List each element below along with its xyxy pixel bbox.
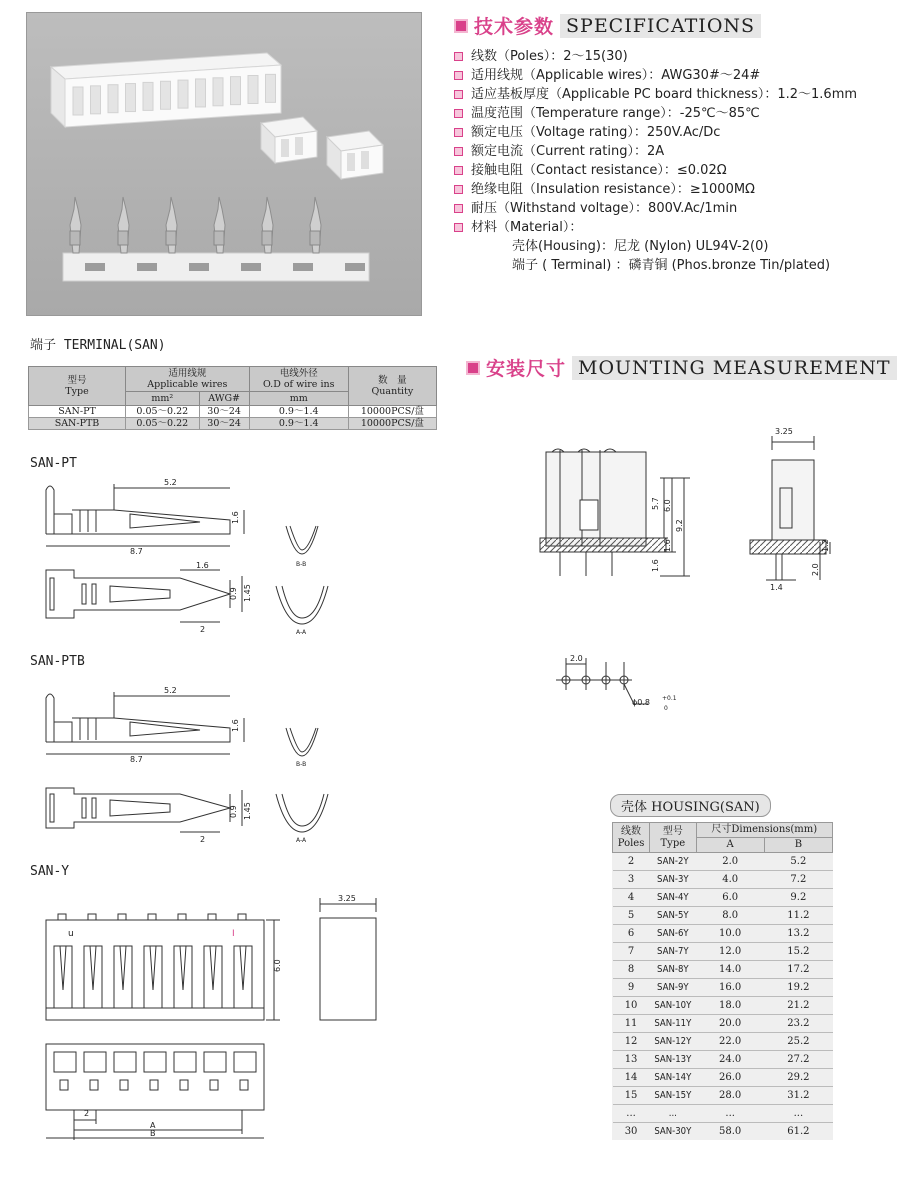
table-row: 2 SAN-2Y 2.0 5.2 <box>613 853 833 871</box>
svg-text:1.4: 1.4 <box>770 583 783 592</box>
table-row: ... ... ... ... <box>613 1105 833 1123</box>
spec-item: 耐压（Withstand voltage）：800V.Ac/1min <box>454 199 904 218</box>
specifications-cn-title: 技术参数 <box>474 16 555 38</box>
bullet-icon <box>454 166 463 175</box>
svg-text:2.0: 2.0 <box>570 654 583 663</box>
svg-text:B-B: B-B <box>296 761 307 768</box>
svg-text:2: 2 <box>200 625 206 634</box>
svg-text:1.2: 1.2 <box>821 539 830 552</box>
spec-item: 接触电阻（Contact resistance）：≤0.02Ω <box>454 161 904 180</box>
mounting-cn-title: 安装尺寸 <box>486 358 567 380</box>
table-row: 6 SAN-6Y 10.0 13.2 <box>613 925 833 943</box>
svg-text:3.25: 3.25 <box>775 427 793 436</box>
svg-text:3.25: 3.25 <box>338 894 356 903</box>
bullet-icon <box>454 109 463 118</box>
san-ptb-label: SAN-PTB <box>30 654 85 669</box>
material-terminal: 端子 ( Terminal) ：磷青铜 (Phos.bronze Tin/plated) <box>512 258 831 273</box>
table-row: 14 SAN-14Y 26.0 29.2 <box>613 1069 833 1087</box>
mounting-en-title: MOUNTING MEASUREMENT <box>572 356 897 380</box>
san-ptb-drawing <box>40 682 340 842</box>
table-row: 7 SAN-7Y 12.0 15.2 <box>613 943 833 961</box>
san-y-label: SAN-Y <box>30 864 70 879</box>
terminal-table: 型号 Type 适用线规 Applicable wires 电线外径 O.D of wire ins 数 量 Quantity mm² AWG# mm SAN-PT 0.05～0.22 30～24 0.9～1.4 10000PCS/盘 SAN-PTB 0.05～0.22 30～24 0.9～1.4 10000PCS/盘 <box>28 366 437 430</box>
product-photo <box>26 12 422 316</box>
spec-item: 材料（Material）： <box>454 218 904 237</box>
spec-item: 线数（Poles）：2～15(30) <box>454 47 904 66</box>
pink-square-icon <box>454 19 468 33</box>
svg-text:6.0: 6.0 <box>273 959 282 972</box>
svg-text:u: u <box>68 929 74 939</box>
svg-text:5.2: 5.2 <box>164 686 177 695</box>
specifications-en-title: SPECIFICATIONS <box>560 14 761 38</box>
bullet-icon <box>454 90 463 99</box>
mounting-heading <box>466 354 897 381</box>
svg-text:ϕ0.8: ϕ0.8 <box>632 698 650 707</box>
spec-list <box>454 47 904 237</box>
san-pt-label: SAN-PT <box>30 456 77 471</box>
table-row: 12 SAN-12Y 22.0 25.2 <box>613 1033 833 1051</box>
svg-text:1.6: 1.6 <box>663 539 672 552</box>
svg-text:2.0: 2.0 <box>811 563 820 576</box>
spec-item: 额定电压（Voltage rating）：250V.Ac/Dc <box>454 123 904 142</box>
bullet-icon <box>454 223 463 232</box>
bullet-icon <box>454 185 463 194</box>
table-row: 15 SAN-15Y 28.0 31.2 <box>613 1087 833 1105</box>
svg-text:A: A <box>150 1121 156 1130</box>
svg-text:1.45: 1.45 <box>243 802 252 820</box>
svg-text:2: 2 <box>84 1109 90 1118</box>
housing-table: 线数 Poles 型号 Type 尺寸Dimensions(mm) A B 2 SAN-2Y 2.0 5.2 3 SAN-3Y 4.0 7.2 4 SAN-4Y 6.0 9.2 5 SAN-5Y 8.0 11.2 6 SAN-6Y 10.0 13.2 7 SAN-7Y 12.0 15.2 8 SAN-8Y 14.0 17.2 9 SAN-9Y 16.0 19.2 10 SAN-10Y 18.0 21.2 11 SAN-11Y 20.0 23.2 12 SAN-12Y 22.0 25.2 13 SAN-13Y 24.0 27.2 14 SAN-14Y 26.0 29.2 15 SAN-15Y 28.0 31.2 ... ... ... ... 30 SAN-30Y 58.0 61.2 <box>612 822 833 1140</box>
spec-item: 温度范围（Temperature range）：-25℃～85℃ <box>454 104 904 123</box>
table-row: 13 SAN-13Y 24.0 27.2 <box>613 1051 833 1069</box>
housing-title: 壳体 HOUSING(SAN) <box>610 794 771 817</box>
mounting-drawing <box>520 420 850 600</box>
bullet-icon <box>454 128 463 137</box>
svg-text:1.6: 1.6 <box>651 559 660 572</box>
table-row: 10 SAN-10Y 18.0 21.2 <box>613 997 833 1015</box>
svg-text:A-A: A-A <box>296 837 307 842</box>
connector-photo-drawing <box>27 13 421 315</box>
specifications-section <box>454 12 904 275</box>
table-row: 4 SAN-4Y 6.0 9.2 <box>613 889 833 907</box>
svg-text:0: 0 <box>664 705 668 712</box>
table-row: 9 SAN-9Y 16.0 19.2 <box>613 979 833 997</box>
san-pt-drawing <box>40 474 340 634</box>
specifications-heading <box>454 12 904 39</box>
spec-item: 绝缘电阻（Insulation resistance）：≥1000MΩ <box>454 180 904 199</box>
svg-text:B-B: B-B <box>296 561 307 568</box>
table-row: 11 SAN-11Y 20.0 23.2 <box>613 1015 833 1033</box>
svg-text:1.6: 1.6 <box>231 719 240 732</box>
svg-text:8.7: 8.7 <box>130 547 143 556</box>
svg-text:0.9: 0.9 <box>229 587 238 600</box>
bullet-icon <box>454 204 463 213</box>
svg-text:1.45: 1.45 <box>243 584 252 602</box>
table-row: SAN-PTB 0.05～0.22 30～24 0.9～1.4 10000PCS/盘 <box>29 418 437 430</box>
bullet-icon <box>454 71 463 80</box>
svg-text:I: I <box>232 929 235 939</box>
table-row: SAN-PT 0.05～0.22 30～24 0.9～1.4 10000PCS/盘 <box>29 406 437 418</box>
svg-text:5.2: 5.2 <box>164 478 177 487</box>
svg-text:1.6: 1.6 <box>196 561 209 570</box>
spec-item: 额定电流（Current rating）：2A <box>454 142 904 161</box>
table-row: 3 SAN-3Y 4.0 7.2 <box>613 871 833 889</box>
table-row: 8 SAN-8Y 14.0 17.2 <box>613 961 833 979</box>
svg-text:B: B <box>150 1129 156 1138</box>
pcb-hole-drawing <box>552 650 682 720</box>
pink-square-icon <box>466 361 480 375</box>
svg-text:A-A: A-A <box>296 629 307 634</box>
bullet-icon <box>454 52 463 61</box>
terminal-title: 端子 TERMINAL(SAN) <box>30 338 166 353</box>
table-row: 30 SAN-30Y 58.0 61.2 <box>613 1123 833 1141</box>
svg-text:6.0: 6.0 <box>663 499 672 512</box>
svg-text:8.7: 8.7 <box>130 755 143 764</box>
svg-text:0.9: 0.9 <box>229 805 238 818</box>
bullet-icon <box>454 147 463 156</box>
svg-text:+0.1: +0.1 <box>662 695 677 702</box>
svg-text:9.2: 9.2 <box>675 519 684 532</box>
svg-text:2: 2 <box>200 835 206 842</box>
material-housing: 壳体(Housing)：尼龙 (Nylon) UL94V-2(0) <box>512 239 769 254</box>
spec-item: 适用线规（Applicable wires）：AWG30#～24# <box>454 66 904 85</box>
table-row: 5 SAN-5Y 8.0 11.2 <box>613 907 833 925</box>
svg-text:5.7: 5.7 <box>651 497 660 510</box>
svg-text:1.6: 1.6 <box>231 511 240 524</box>
spec-item: 适应基板厚度（Applicable PC board thickness）：1.2～1.6mm <box>454 85 904 104</box>
san-y-drawing <box>40 890 390 1140</box>
